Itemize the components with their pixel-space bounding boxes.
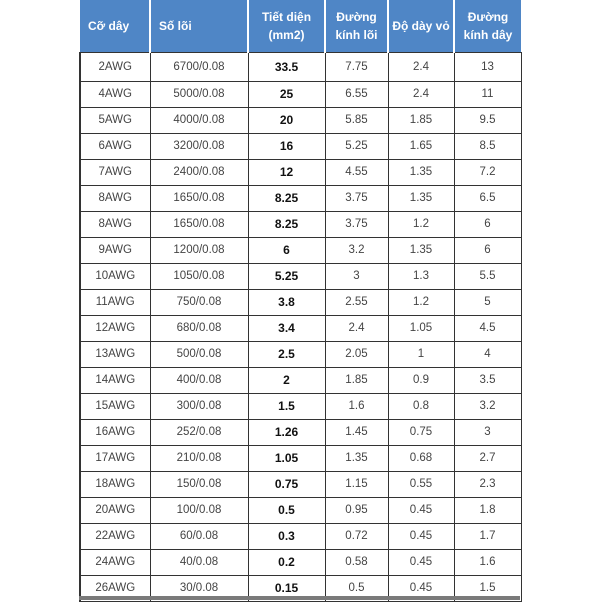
table-row	[80, 52, 521, 81]
cell-wire-size: 8AWG	[80, 185, 150, 211]
cell-wire-diameter: 1.7	[454, 523, 521, 549]
cell-core-count: 3200/0.08	[150, 133, 248, 159]
cell-cross-section: 1.05	[248, 445, 325, 471]
cell-wire-size: 4AWG	[80, 81, 150, 107]
table-row	[80, 133, 521, 159]
wire-spec-table	[79, 0, 522, 602]
cell-wire-size: 17AWG	[80, 445, 150, 471]
cell-sheath-thickness: 1.35	[388, 237, 454, 263]
cell-wire-size: 6AWG	[80, 133, 150, 159]
cell-wire-size: 12AWG	[80, 315, 150, 341]
cell-wire-diameter: 6	[454, 237, 521, 263]
cell-cross-section: 0.5	[248, 497, 325, 523]
cell-core-count: 5000/0.08	[150, 81, 248, 107]
cell-wire-size: 15AWG	[80, 393, 150, 419]
cell-sheath-thickness: 0.68	[388, 445, 454, 471]
cell-cross-section: 3.8	[248, 289, 325, 315]
wire-spec-table-container	[79, 0, 520, 602]
cell-core-diameter: 1.6	[325, 393, 388, 419]
cell-core-diameter: 3.75	[325, 185, 388, 211]
cell-core-diameter: 2.05	[325, 341, 388, 367]
cell-sheath-thickness: 2.4	[388, 52, 454, 81]
cell-sheath-thickness: 0.8	[388, 393, 454, 419]
bottom-scrollbar-strip	[79, 596, 520, 600]
cell-cross-section: 12	[248, 159, 325, 185]
cell-wire-size: 9AWG	[80, 237, 150, 263]
table-row	[80, 159, 521, 185]
cell-wire-size: 5AWG	[80, 107, 150, 133]
table-row	[80, 497, 521, 523]
cell-core-diameter: 0.58	[325, 549, 388, 575]
table-row	[80, 315, 521, 341]
cell-core-count: 6700/0.08	[150, 52, 248, 81]
table-body	[80, 52, 521, 601]
cell-core-diameter: 5.85	[325, 107, 388, 133]
cell-wire-size: 26AWG	[80, 575, 150, 601]
cell-wire-diameter: 3.2	[454, 393, 521, 419]
cell-wire-size: 22AWG	[80, 523, 150, 549]
cell-wire-diameter: 8.5	[454, 133, 521, 159]
cell-core-diameter: 1.35	[325, 445, 388, 471]
cell-cross-section: 8.25	[248, 185, 325, 211]
cell-core-count: 1650/0.08	[150, 211, 248, 237]
cell-cross-section: 16	[248, 133, 325, 159]
cell-wire-diameter: 2.3	[454, 471, 521, 497]
table-row	[80, 367, 521, 393]
cell-sheath-thickness: 0.75	[388, 419, 454, 445]
cell-core-count: 300/0.08	[150, 393, 248, 419]
cell-core-count: 100/0.08	[150, 497, 248, 523]
cell-cross-section: 33.5	[248, 52, 325, 81]
cell-core-diameter: 6.55	[325, 81, 388, 107]
cell-wire-size: 10AWG	[80, 263, 150, 289]
cell-cross-section: 20	[248, 107, 325, 133]
cell-cross-section: 0.2	[248, 549, 325, 575]
table-row	[80, 263, 521, 289]
cell-core-count: 1650/0.08	[150, 185, 248, 211]
cell-cross-section: 1.26	[248, 419, 325, 445]
cell-core-count: 60/0.08	[150, 523, 248, 549]
cell-wire-diameter: 1.5	[454, 575, 521, 601]
cell-core-count: 2400/0.08	[150, 159, 248, 185]
cell-core-diameter: 3.75	[325, 211, 388, 237]
cell-wire-size: 13AWG	[80, 341, 150, 367]
cell-core-count: 400/0.08	[150, 367, 248, 393]
table-row	[80, 185, 521, 211]
cell-core-diameter: 4.55	[325, 159, 388, 185]
cell-wire-size: 18AWG	[80, 471, 150, 497]
cell-cross-section: 8.25	[248, 211, 325, 237]
cell-wire-diameter: 6.5	[454, 185, 521, 211]
table-row	[80, 81, 521, 107]
cell-sheath-thickness: 0.45	[388, 497, 454, 523]
cell-wire-diameter: 2.7	[454, 445, 521, 471]
cell-wire-diameter: 6	[454, 211, 521, 237]
cell-cross-section: 0.3	[248, 523, 325, 549]
cell-wire-diameter: 5.5	[454, 263, 521, 289]
cell-core-count: 1050/0.08	[150, 263, 248, 289]
cell-sheath-thickness: 1.2	[388, 289, 454, 315]
header-cross-section-line: (mm2)	[268, 27, 305, 42]
cell-wire-size: 8AWG	[80, 211, 150, 237]
header-core-diameter-line: Đường	[336, 9, 377, 24]
cell-core-count: 680/0.08	[150, 315, 248, 341]
cell-sheath-thickness: 1.2	[388, 211, 454, 237]
cell-wire-size: 2AWG	[80, 52, 150, 81]
table-row	[80, 445, 521, 471]
cell-sheath-thickness: 1.05	[388, 315, 454, 341]
cell-cross-section: 25	[248, 81, 325, 107]
cell-core-diameter: 1.15	[325, 471, 388, 497]
table-row	[80, 523, 521, 549]
cell-core-count: 30/0.08	[150, 575, 248, 601]
cell-sheath-thickness: 0.45	[388, 523, 454, 549]
cell-wire-diameter: 13	[454, 52, 521, 81]
cell-cross-section: 2.5	[248, 341, 325, 367]
cell-core-diameter: 3	[325, 263, 388, 289]
cell-core-diameter: 2.4	[325, 315, 388, 341]
cell-core-count: 40/0.08	[150, 549, 248, 575]
cell-core-diameter: 0.95	[325, 497, 388, 523]
table-row	[80, 211, 521, 237]
cell-core-diameter: 7.75	[325, 52, 388, 81]
cell-sheath-thickness: 0.45	[388, 575, 454, 601]
cell-sheath-thickness: 1.35	[388, 185, 454, 211]
header-wire-size: Cỡ dây	[80, 0, 150, 52]
header-core-diameter	[325, 0, 388, 52]
cell-core-count: 252/0.08	[150, 419, 248, 445]
header-cross-section-line: Tiết diện	[261, 9, 312, 24]
cell-cross-section: 2	[248, 367, 325, 393]
cell-wire-size: 16AWG	[80, 419, 150, 445]
cell-wire-diameter: 11	[454, 81, 521, 107]
cell-wire-size: 24AWG	[80, 549, 150, 575]
cell-sheath-thickness: 0.9	[388, 367, 454, 393]
cell-core-count: 4000/0.08	[150, 107, 248, 133]
cell-sheath-thickness: 1.35	[388, 159, 454, 185]
header-sheath-thickness: Độ dày vỏ	[388, 0, 454, 52]
cell-core-count: 1200/0.08	[150, 237, 248, 263]
cell-core-diameter: 1.45	[325, 419, 388, 445]
cell-sheath-thickness: 1	[388, 341, 454, 367]
cell-wire-size: 14AWG	[80, 367, 150, 393]
cell-core-diameter: 1.85	[325, 367, 388, 393]
table-row	[80, 341, 521, 367]
cell-wire-diameter: 5	[454, 289, 521, 315]
cell-core-diameter: 3.2	[325, 237, 388, 263]
cell-core-diameter: 5.25	[325, 133, 388, 159]
cell-wire-size: 11AWG	[80, 289, 150, 315]
cell-sheath-thickness: 0.55	[388, 471, 454, 497]
cell-cross-section: 6	[248, 237, 325, 263]
header-row	[80, 0, 521, 52]
cell-cross-section: 1.5	[248, 393, 325, 419]
cell-cross-section: 5.25	[248, 263, 325, 289]
table-row	[80, 393, 521, 419]
cell-cross-section: 0.15	[248, 575, 325, 601]
cell-wire-diameter: 9.5	[454, 107, 521, 133]
cell-core-diameter: 0.72	[325, 523, 388, 549]
cell-core-count: 210/0.08	[150, 445, 248, 471]
cell-core-count: 500/0.08	[150, 341, 248, 367]
table-row	[80, 419, 521, 445]
header-wire-diameter-line: kính dây	[463, 27, 513, 42]
cell-core-diameter: 0.5	[325, 575, 388, 601]
cell-sheath-thickness: 1.65	[388, 133, 454, 159]
table-row	[80, 289, 521, 315]
cell-sheath-thickness: 1.3	[388, 263, 454, 289]
cell-core-count: 750/0.08	[150, 289, 248, 315]
cell-wire-diameter: 1.8	[454, 497, 521, 523]
cell-cross-section: 0.75	[248, 471, 325, 497]
cell-wire-diameter: 4	[454, 341, 521, 367]
table-row	[80, 549, 521, 575]
table-row	[80, 471, 521, 497]
cell-sheath-thickness: 0.45	[388, 549, 454, 575]
table-row	[80, 237, 521, 263]
cell-wire-size: 20AWG	[80, 497, 150, 523]
cell-wire-diameter: 7.2	[454, 159, 521, 185]
header-cross-section	[248, 0, 325, 52]
cell-sheath-thickness: 2.4	[388, 81, 454, 107]
cell-sheath-thickness: 1.85	[388, 107, 454, 133]
cell-cross-section: 3.4	[248, 315, 325, 341]
cell-wire-size: 7AWG	[80, 159, 150, 185]
cell-wire-diameter: 3	[454, 419, 521, 445]
cell-wire-diameter: 1.6	[454, 549, 521, 575]
cell-core-count: 150/0.08	[150, 471, 248, 497]
header-wire-diameter-line: Đường	[467, 9, 509, 24]
table-row	[80, 107, 521, 133]
table-header	[80, 0, 521, 52]
header-wire-diameter	[454, 0, 521, 52]
header-core-diameter-line: kính lõi	[335, 27, 378, 42]
cell-wire-diameter: 3.5	[454, 367, 521, 393]
cell-core-diameter: 2.55	[325, 289, 388, 315]
header-core-count: Số lõi	[150, 0, 248, 52]
cell-wire-diameter: 4.5	[454, 315, 521, 341]
